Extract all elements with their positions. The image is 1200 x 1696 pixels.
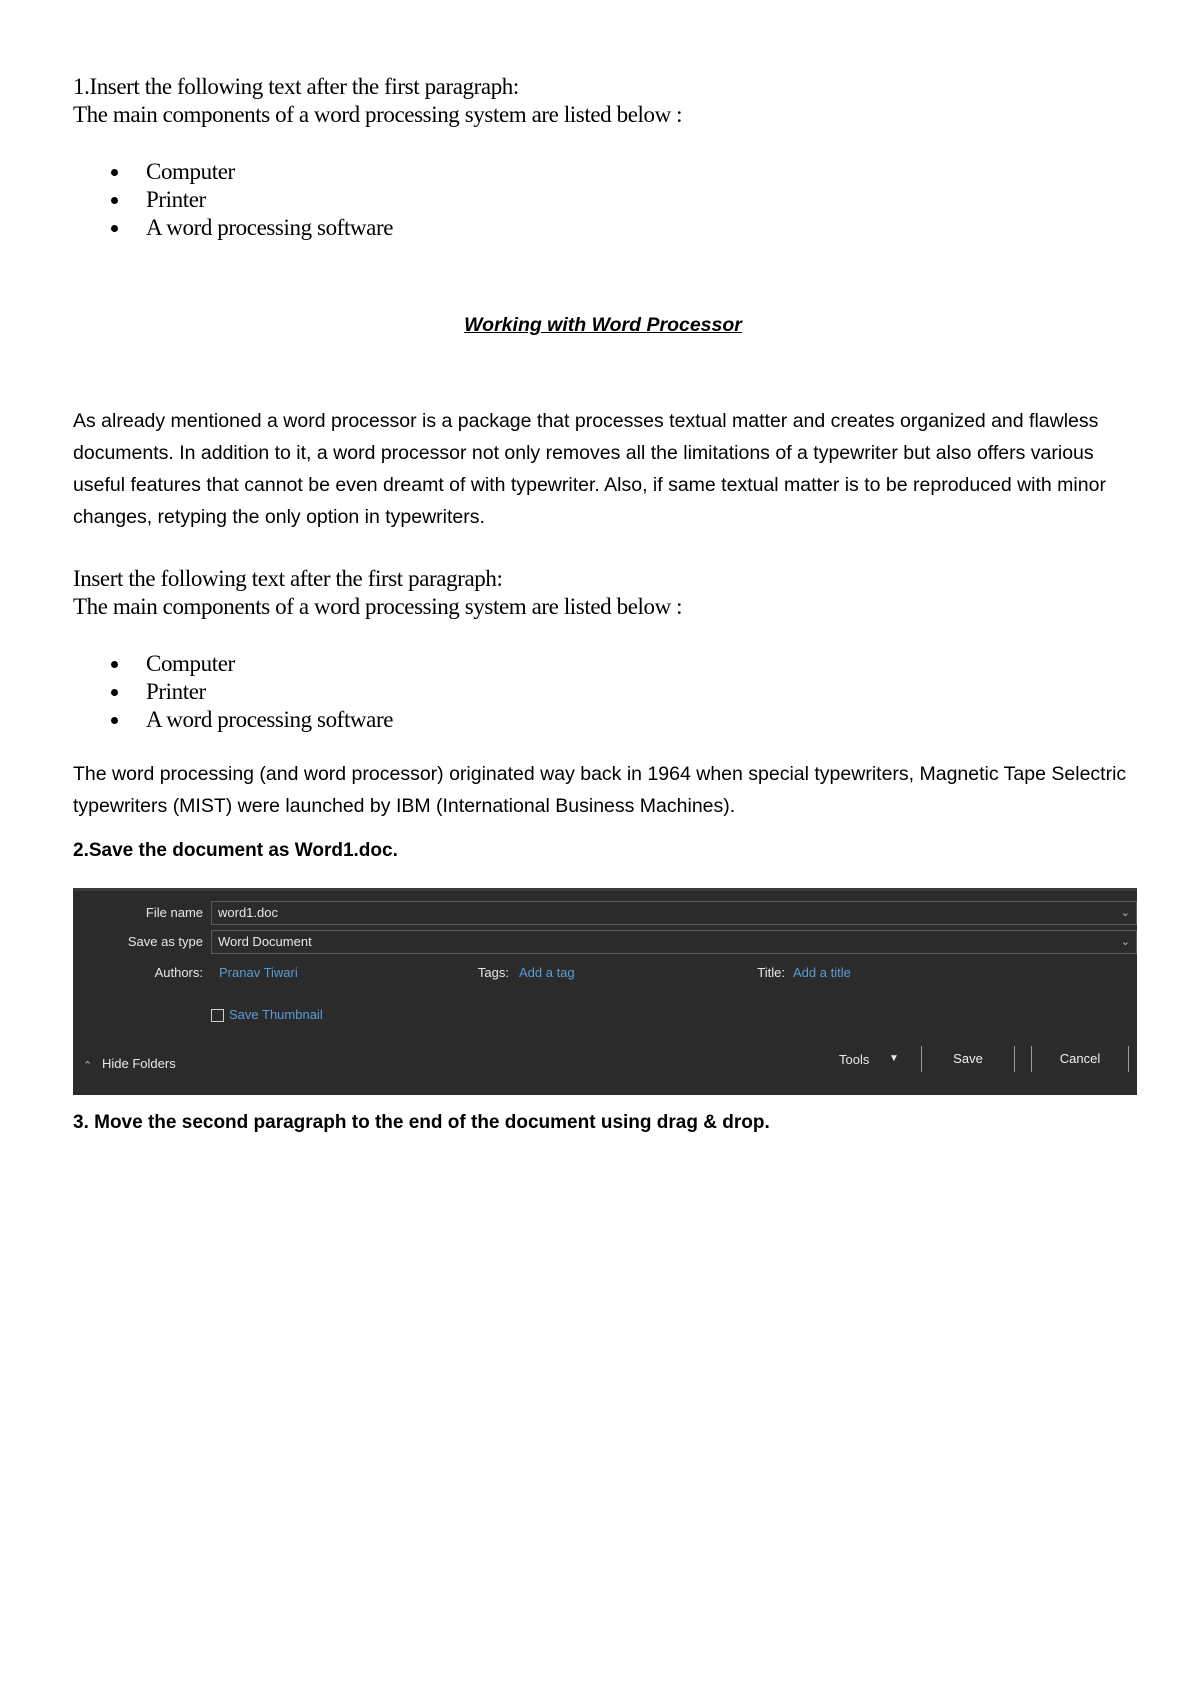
cancel-button[interactable]: Cancel [1031,1046,1129,1072]
title-input[interactable]: Add a title [793,965,851,980]
chevron-down-icon[interactable]: ⌄ [1120,907,1130,919]
task1-intro: The main components of a word processing system are listed below : [73,102,683,127]
task2-instruction: 2.Save the document as Word1.doc. [73,840,398,861]
file-name-input[interactable]: word1.doc ⌄ [211,901,1137,925]
tools-menu[interactable]: Tools [839,1052,870,1067]
list-item: Computer [73,158,393,186]
save-button[interactable]: Save [921,1046,1015,1072]
list-item: Computer [73,650,393,678]
title-label: Title: [757,965,785,980]
task3-instruction: 3. Move the second paragraph to the end of the document using drag & drop. [73,1112,770,1133]
authors-label: Authors: [154,965,203,980]
list-item: A word processing software [73,214,393,242]
authors-value[interactable]: Pranav Tiwari [219,965,298,980]
chevron-up-icon[interactable]: ⌃ [83,1060,93,1072]
list-item: A word processing software [73,706,393,734]
bullet-icon [111,225,118,232]
inserted-bullet-list [73,650,393,734]
hide-folders-button[interactable]: Hide Folders [102,1056,176,1071]
chevron-down-icon[interactable]: ⌄ [1120,936,1130,948]
file-name-label: File name [145,905,203,920]
tags-input[interactable]: Add a tag [519,965,575,980]
save-as-dialog-screenshot [73,888,1137,1095]
paragraph-2: The word processing (and word processor) originated way back in 1964 when special typewriters, Magnetic Tape Selectric typewriters (MIST) were launched by IBM (International Business Machines). [73,763,1127,817]
task1-instruction: 1.Insert the following text after the first paragraph: [73,74,519,99]
list-item: Printer [73,186,393,214]
task1-bullet-list [73,158,393,242]
inserted-intro: The main components of a word processing system are listed below : [73,594,683,619]
dialog-top-strip [73,888,1137,891]
save-thumbnail-label[interactable]: Save Thumbnail [229,1007,323,1022]
bullet-icon [111,169,118,176]
section-heading: Working with Word Processor [464,314,742,336]
save-as-type-select[interactable]: Word Document ⌄ [211,930,1137,954]
paragraph-1: As already mentioned a word processor is a package that processes textual matter and creates organized and flawless documents. In addition to it, a word processor not only removes all the limitations of a typewriter but also offers various useful features that cannot be even dreamt of with typewriter. Also, if same textual matter is to be reproduced with minor changes, retyping the only option in typewriters. [73,410,1106,528]
tags-label: Tags: [477,965,509,980]
bullet-icon [111,717,118,724]
bullet-icon [111,689,118,696]
save-as-type-label: Save as type [127,934,203,949]
inserted-instruction: Insert the following text after the first paragraph: [73,566,503,591]
bullet-icon [111,661,118,668]
save-thumbnail-checkbox[interactable] [211,1009,224,1022]
bullet-icon [111,197,118,204]
list-item: Printer [73,678,393,706]
dropdown-arrow-icon[interactable]: ▼ [889,1053,899,1064]
